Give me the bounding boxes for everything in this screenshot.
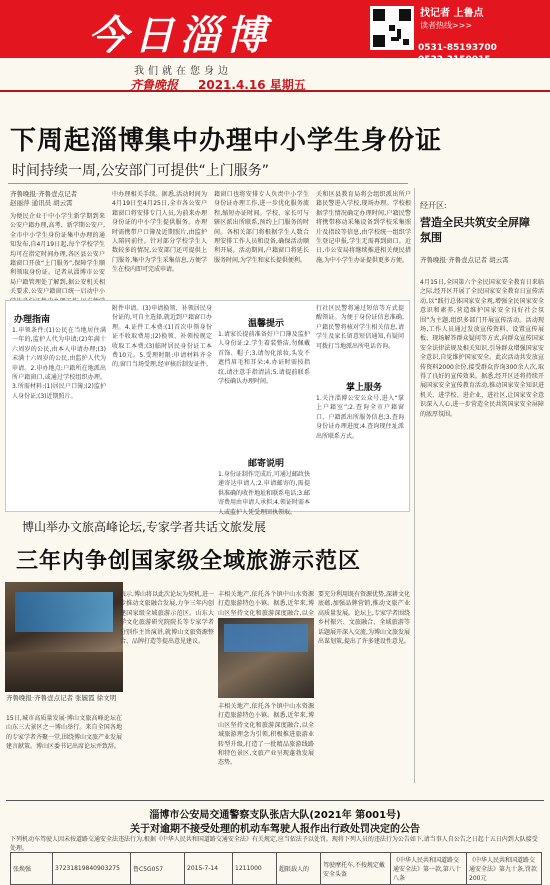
table-cell: 鲁C5G057 — [131, 853, 185, 885]
table-cell: 37231819840903275 — [53, 853, 131, 885]
table-cell: 超限载人的 — [277, 853, 321, 885]
hotline-sub: 读者热线>>> — [420, 21, 473, 30]
brand-name: 齐鲁晚报 — [130, 78, 179, 92]
lead-col-1: 为便民企业于中小学生新学期到来公安户籍办理,高考、新学期公安户,全市中小学生身份证集中办理的通知发布,自4月19日起,每个学校学生均可在指定时间办理,各区县公安户籍窗口开放“上门服务”,保障学生顺利领取身份证。记者从淄博市公安局户籍管理处了解到,据公安机关相关要求,公安户籍窗口统一启动中小 — [10, 213, 105, 296]
guide-col-2: 附件申请。(3)申请换领、补领居民身份证的,可自主选择,就近到户籍窗口办理。4.证件工本费:(1)首次申领身份证不收取费用;(2)换领、补领按规定收取工本费;(3)临时居民身份证工本费10元。5.受理时限:申请材料齐全的,窗口当场受理,经审核后制发证件。 — [112, 305, 212, 369]
notice-title: 淄博市公安局交通警察支队张店大队(2021年 第001号) — [149, 810, 401, 821]
mobile-heading: 掌上服务 — [346, 383, 383, 393]
guide-heading: 办理指南 — [14, 315, 51, 325]
lead-subheadline: 时间持续一周,公安部门可提供“上门服务” — [12, 163, 269, 179]
hotline-block — [420, 8, 483, 32]
tips-body: 1.请家长提前准备好户口簿及监护人身份证;2.学生着装整洁,勿佩戴首饰、帽子;3.请勿化浓妆,头发不遮挡眉毛和耳朵;4.办证时需按指纹,请注意手指清洁;5.请提前联系学校确认办理时间。 — [218, 331, 310, 386]
mail-heading: 邮寄说明 — [248, 459, 285, 469]
lead-col-4: 关和区县教育局将会组织派出所户籍民警进入学校,现场办理。学校根据学生情况确定办理时间,户籍民警将携带移动采集设备到学校采集照片及指纹等信息,由学校统一组织学生登记申报,学生无需再到窗口。近日,市公安局将继续推进相关便民措施,为中小学生办证提供更多方便。 — [316, 191, 411, 264]
tourism-col-3b: 丰相关地产,依托各个镇中山水资源打造旅游特色小镇。据悉,近年来,博山区坚持文化和旅游深度融合,以全域旅游理念为引领,积极推进旅游业转型升级,打造了一批精品旅游线路和特色景区,文旅产业呈现蓬勃发展态势。 — [218, 703, 314, 767]
phone-1: 0531-85193700 — [418, 43, 497, 53]
guide-col-1: 1.申领条件:(1)公民在当地居住满一年的,监护人代为申请;(2)年满十六周岁的公民,由本人申请办理;(3)未满十六周岁的公民,由监护人代为申请。2.申办地点:户籍所在地派出所户籍窗口,或通过学校组织办理。3.所需材料:(1)居民户口簿;(2)监护人身份证;(3)近期照片。 — [12, 327, 106, 400]
table-cell: 《中华人民共和国道路交通安全法》第一款,第八十八条 — [391, 853, 467, 885]
mail-body: 1.身份证制作完成后,可通过邮政快递寄达申请人;2.申请邮寄的,需提供准确的收件地址和联系电话;3.邮寄费用由申请人承担;4.领证时需本人或监护人凭受理回执领取。 — [218, 471, 310, 516]
sidebar-divider — [414, 188, 415, 783]
masthead — [0, 0, 550, 118]
notice-divider — [6, 800, 544, 801]
tourism-col-3: 丰相关地产,依托各个镇中山水资源打造旅游特色小镇。据悉,近年来,博山区坚持文化和旅游深度融合,以全 — [218, 591, 314, 617]
mobile-body: 1.关注淄博公安公众号,进入“掌上户籍室”;2.查询全市户籍窗口、户籍派出所服务信息;3.查询身份证办理进度;4.查询现住址派出所联系方式。 — [316, 395, 404, 440]
lead-byline-line2: 赵丽萍 通讯员 胡云霄 — [10, 199, 73, 207]
tourism-byline: 齐鲁晚报·齐鲁壹点记者 张毓霞 徐文明 — [6, 694, 117, 702]
qr-code-icon — [370, 6, 414, 50]
lead-col-3: 籍窗口也将安排专人负责中小学生身份证办理工作,进一步优化服务流程,缩短办证时间。学校、家长可与辖区派出所联系,预约上门服务的时间。各相关部门将根据学生人数合理安排工作人员和设备,确保活动顺利开展。活动期间,户籍窗口将延长服务时间,为学生和家长提供便利。 — [214, 191, 309, 264]
lead-headline: 下周起淄博集中办理中小学生身份证 — [10, 126, 443, 156]
slogan: 我们就在您身边 — [134, 66, 232, 77]
guide-col-4: 行社区民警将通过短信等方式提醒领证。为便于身份证信息准确,户籍民警将核对学生相关信息,请学生及家长留意短信通知,有疑问可拨打当地派出所电话咨询。 — [316, 305, 404, 350]
hotline-title: 找记者 上鲁点 — [420, 8, 484, 19]
table-row — [11, 853, 542, 885]
notice-subtitle: 关于对逾期不接受处理的机动车驾驶人报作出行政处罚决定的公告 — [130, 824, 420, 835]
newspaper-logo: 今日淄博 — [88, 13, 272, 59]
lead-byline — [10, 190, 100, 208]
tourism-headline: 三年内争创国家级全域旅游示范区 — [16, 549, 362, 574]
tourism-col-4: 要充分利用既有资源优势,深耕文化底蕴,加强品牌营销,推动文旅产业高质量发展。论坛上,专家学者围绕乡村振兴、文旅融合、全域旅游等话题展开深入交流,为博山文旅发展出谋划策,提出了许多建设性意见。 — [318, 591, 410, 646]
forum-photo — [5, 582, 123, 692]
notice-table — [10, 852, 542, 885]
table-cell: 驾驶摩托车,不按规定戴安全头盔 — [321, 853, 391, 885]
table-cell: 2015-7-14 — [185, 853, 233, 885]
tourism-kicker: 博山举办文旅高峰论坛,专家学者共话文旅发展 — [22, 520, 266, 534]
table-cell: 《中华人民共和国道路交通安全法》第九十条,罚款200元 — [467, 853, 542, 885]
sidebar-lead: 经开区: — [420, 201, 447, 210]
tips-heading: 温馨提示 — [248, 319, 285, 329]
tourism-col-2: 表示,博山将以此次论坛为契机,进一步推动文旅融合发展,力争三年内创建国家级全域旅游示范区。山东大学文化旅游研究院院长等专家学者分别作主旨演讲,就博山文旅资源整合、品牌打造等提出意见建议。 — [120, 591, 214, 646]
sidebar-body: 4月15日,全国第六个全民国家安全教育日来临之际,经开区开展了全民国家安全教育日宣传活动,以“践行总体国家安全观,增强全民国家安全意识和素养,营造维护国家安全良好社会氛围”为主题,组织多部门开展宣传活动。活动现场,工作人员通过发放宣传资料、设置宣传展板、现场解答群众疑问等方式,向群众宣传国家安全法律法规及相关知识,引导群众增强国家安全意识,自觉维护国家安全。此次活动共发放宣传资料2000余份,接受群众咨询300余人次,取得了良好的宣传效果。据悉,经开区还将持续开展国家安全宣传教育活动,推动国家安全知识进机关、进学校、进企业、进社区,让国家安全意识深入人心,进一步营造全民共筑国家安全屏障的浓厚氛围。 — [420, 279, 544, 418]
table-cell: 张焕强 — [11, 853, 53, 885]
issue-date: 2021.4.16 星期五 — [198, 78, 306, 92]
notice-body: 下列机动车驾驶人因未按道路交通安全法违法行为,根据《中华人民共和国道路交通安全法》有关规定,应当依法予以处罚。现将下列人员的违法行为公告如下,请当事人自公告之日起十五日内到大队接受处理。 — [10, 836, 538, 852]
table-cell: 1211000 — [233, 853, 277, 885]
sidebar-byline: 齐鲁晚报·齐鲁壹点记者 胡云霄 — [420, 256, 509, 264]
sidebar-title: 营造全民共筑安全屏障氛围 — [420, 216, 530, 244]
tourism-col-1: 15日,城市高质量发展·博山文旅高峰论坛在山东三大景区之一博山举行。来自全国各地的专家学者齐聚一堂,围绕博山文旅产业发展建言献策。博山区委书记出席论坛并致辞。 — [6, 715, 122, 751]
lead-byline-line1: 齐鲁晚报·齐鲁壹点记者 — [10, 190, 78, 198]
lead-divider — [8, 183, 408, 184]
lead-col-2: 中办理相关手续。据悉,活动时间为4月19日至4月25日,全市各公安户籍窗口将安排专门人员,为前来办理身份证的中小学生提供服务。办理时需携带户口簿及近期照片,由监护人陪同前往。针对部分学校学生人数较多的情况,公安部门还可提供上门服务,集中为学生采集信息,方便学生在校内即可完成申请。 — [112, 191, 207, 274]
hotline-phones — [418, 42, 497, 66]
phone-2: 0533-3159015 — [418, 55, 491, 65]
forum-photo-2 — [218, 618, 314, 698]
